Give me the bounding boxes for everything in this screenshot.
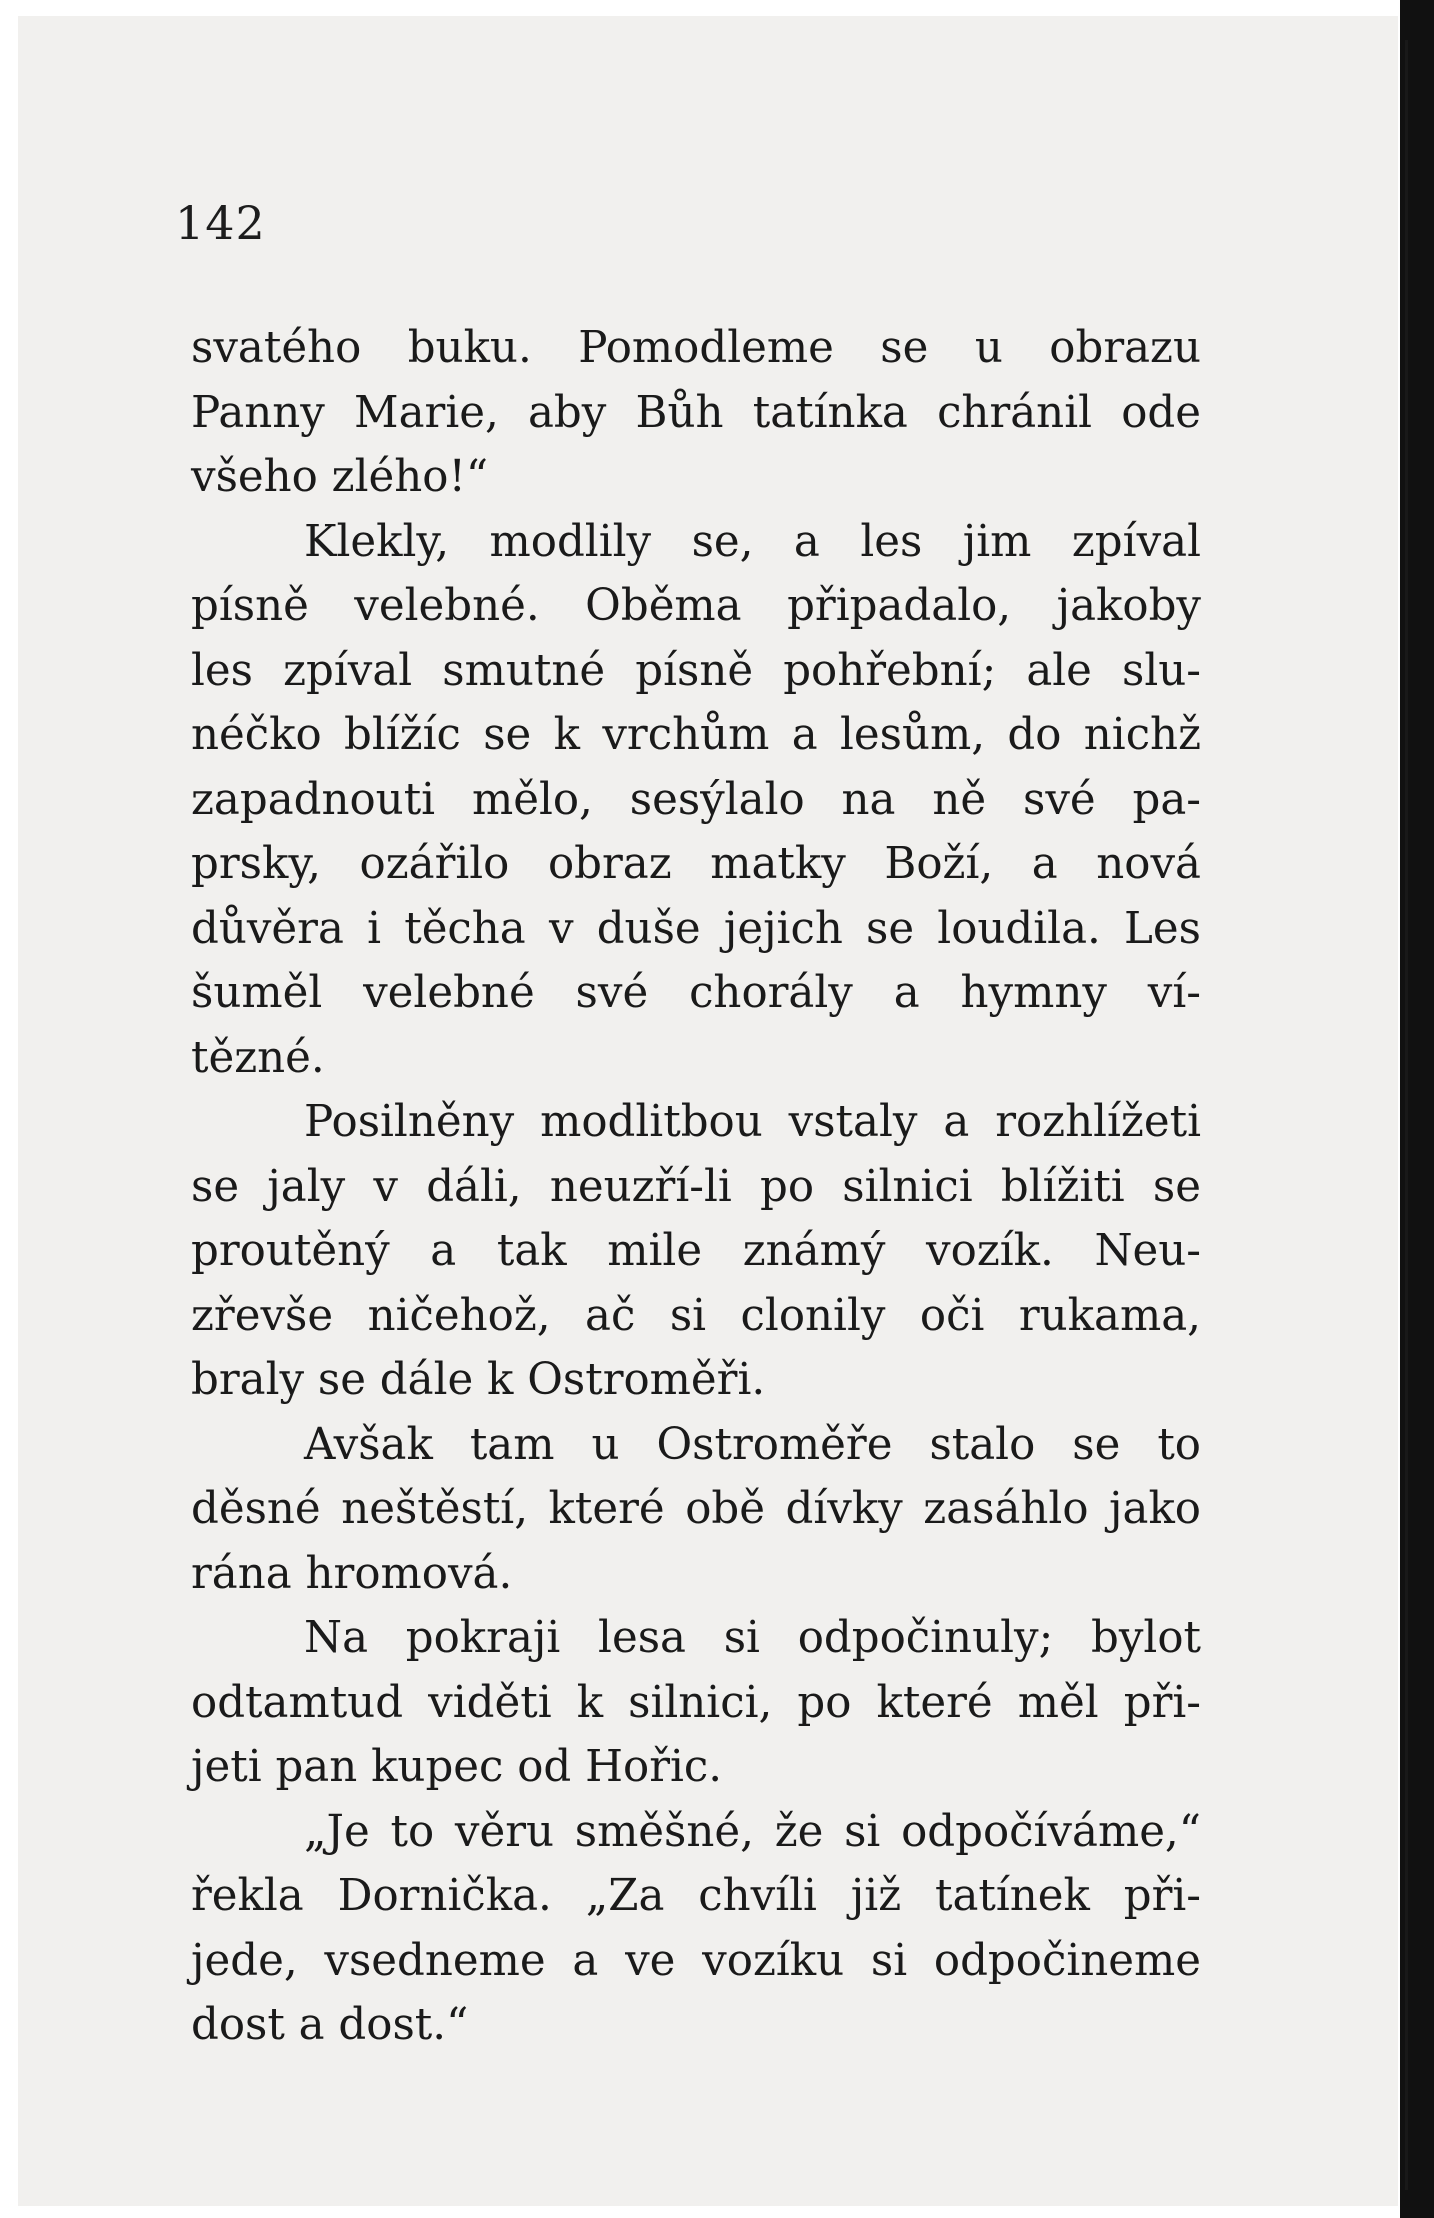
text-line: se jaly v dáli, neuzří-li po silnici blížiti se [191,1161,1201,1212]
text-line: zapadnouti mělo, sesýlalo na ně své pa- [191,774,1201,825]
text-line: řekla Dornička. „Za chvíli již tatínek při- [191,1871,1201,1921]
text-line: dost a dost.“ [191,2000,469,2050]
text-line: les zpíval smutné písně pohřební; ale slu- [191,645,1201,696]
text-line: proutěný a tak mile známý vozík. Neu- [191,1226,1201,1276]
binding-line [1405,40,1408,2190]
text-line: néčko blížíc se k vrchům a lesům, do nichž [191,710,1201,760]
body-text [191,316,1201,2058]
text-line: odtamtud viděti k silnici, po které měl při- [191,1677,1201,1728]
page-number: 142 [175,196,266,250]
text-line: Panny Marie, aby Bůh tatínka chránil ode [191,387,1201,438]
text-line: Posilněny modlitbou vstaly a rozhlížeti [304,1097,1201,1147]
text-line: zřevše ničehož, ač si clonily oči rukama, [191,1290,1201,1341]
text-line: Avšak tam u Ostroměře stalo se to [304,1419,1201,1470]
text-line: všeho zlého!“ [191,452,489,502]
text-line: důvěra i těcha v duše jejich se loudila. Les [191,903,1201,954]
text-line: písně velebné. Oběma připadalo, jakoby [191,581,1201,631]
text-line: tězné. [191,1032,325,1083]
text-line: děsné neštěstí, které obě dívky zasáhlo jako [191,1484,1201,1534]
text-line: svatého buku. Pomodleme se u obrazu [191,323,1201,373]
text-line: „Je to věru směšné, že si odpočíváme,“ [304,1806,1201,1857]
text-line: jeti pan kupec od Hořic. [191,1742,723,1792]
text-line: prsky, ozářilo obraz matky Boží, a nová [191,839,1201,889]
text-line: jede, vsedneme a ve vozíku si odpočineme [191,1935,1201,1986]
text-line: braly se dále k Ostroměři. [191,1355,766,1405]
book-page [18,16,1398,2206]
text-line: šuměl velebné své chorály a hymny ví- [191,968,1201,1018]
text-line: rána hromová. [191,1548,513,1599]
text-line: Klekly, modlily se, a les jim zpíval [304,516,1201,567]
text-line: Na pokraji lesa si odpočinuly; bylot [304,1613,1201,1663]
